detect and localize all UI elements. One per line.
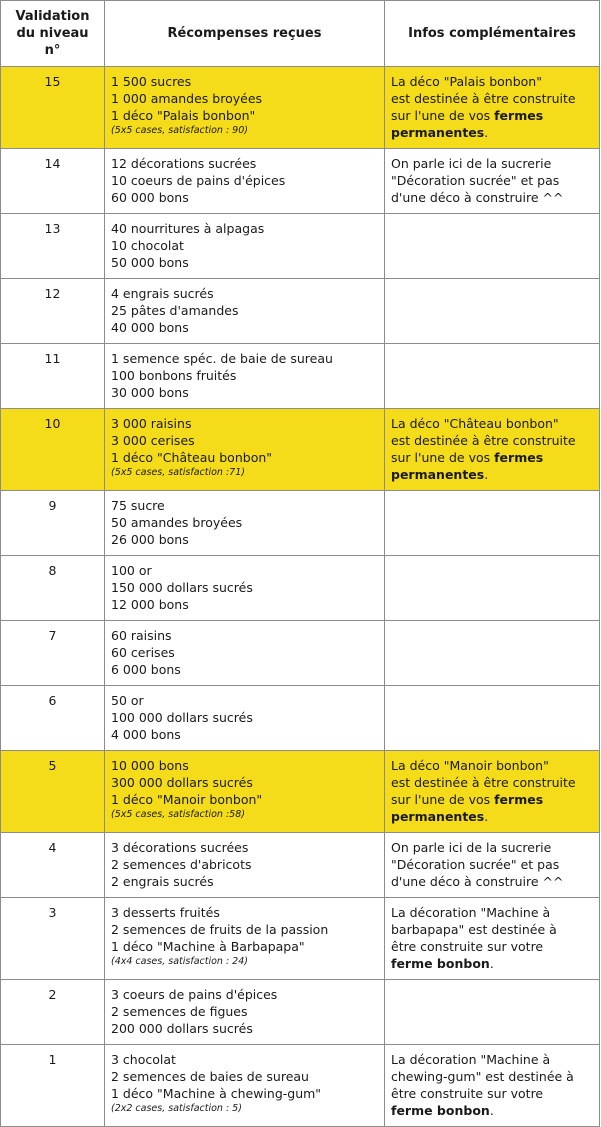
- reward-item: 4 engrais sucrés: [111, 286, 214, 301]
- info-line: [391, 774, 593, 791]
- reward-note: (5x5 cases, satisfaction :58): [111, 809, 245, 820]
- info-text: est destinée à être construite: [391, 433, 576, 448]
- level-cell: 2: [1, 980, 105, 1045]
- info-text: La décoration "Machine à: [391, 1052, 551, 1067]
- info-cell: [385, 833, 600, 898]
- rewards-cell: [105, 214, 385, 279]
- rewards-cell: [105, 149, 385, 214]
- reward-item: 1 déco "Manoir bonbon": [111, 792, 263, 807]
- info-line: [391, 839, 593, 856]
- info-cell: [385, 751, 600, 833]
- reward-item: 150 000 dollars sucrés: [111, 580, 253, 595]
- reward-item: 75 sucre: [111, 498, 165, 513]
- info-line: [391, 172, 593, 189]
- info-line: [391, 1085, 593, 1102]
- rewards-cell: [105, 621, 385, 686]
- rewards-cell: [105, 833, 385, 898]
- info-text: On parle ici de la sucrerie: [391, 840, 552, 855]
- header-rewards: Récompenses reçues: [105, 1, 385, 67]
- info-cell: [385, 980, 600, 1045]
- header-level-line: du niveau: [16, 26, 89, 41]
- info-bold-text: fermes: [494, 450, 544, 465]
- table-row: [1, 898, 600, 980]
- reward-note: (5x5 cases, satisfaction :71): [111, 467, 245, 478]
- info-text: chewing-gum" est destinée à: [391, 1069, 574, 1084]
- info-line: [391, 904, 593, 921]
- info-cell: [385, 491, 600, 556]
- reward-item: 40 000 bons: [111, 320, 189, 335]
- reward-item: 2 semences de figues: [111, 1004, 248, 1019]
- info-suffix: .: [484, 467, 489, 482]
- info-line: [391, 466, 593, 483]
- info-text: d'une déco à construire ^^: [391, 874, 564, 889]
- info-line: [391, 856, 593, 873]
- info-text: sur l'une de vos: [391, 450, 495, 465]
- table-row: [1, 980, 600, 1045]
- info-line: [391, 432, 593, 449]
- reward-item: 12 décorations sucrées: [111, 156, 257, 171]
- info-bold-text: ferme bonbon: [391, 1103, 490, 1118]
- reward-item: 100 000 dollars sucrés: [111, 710, 253, 725]
- reward-item: 25 pâtes d'amandes: [111, 303, 239, 318]
- info-line: [391, 1102, 593, 1119]
- reward-note: (2x2 cases, satisfaction : 5): [111, 1103, 242, 1114]
- reward-item: 100 bonbons fruités: [111, 368, 237, 383]
- info-text: être construite sur votre: [391, 939, 544, 954]
- info-line: [391, 921, 593, 938]
- info-line: [391, 155, 593, 172]
- info-line: [391, 1068, 593, 1085]
- info-text: La déco "Manoir bonbon": [391, 758, 549, 773]
- header-row: [1, 1, 600, 67]
- info-cell: [385, 214, 600, 279]
- info-cell: [385, 1045, 600, 1127]
- level-cell: 8: [1, 556, 105, 621]
- reward-item: 50 000 bons: [111, 255, 189, 270]
- info-line: [391, 808, 593, 825]
- table-row: [1, 833, 600, 898]
- reward-item: 60 raisins: [111, 628, 172, 643]
- rewards-cell: [105, 751, 385, 833]
- info-line: [391, 415, 593, 432]
- level-cell: 4: [1, 833, 105, 898]
- reward-item: 2 semences d'abricots: [111, 857, 252, 872]
- info-cell: [385, 898, 600, 980]
- info-text: sur l'une de vos: [391, 108, 495, 123]
- info-cell: [385, 556, 600, 621]
- reward-item: 300 000 dollars sucrés: [111, 775, 253, 790]
- level-cell: 15: [1, 67, 105, 149]
- reward-item: 100 or: [111, 563, 152, 578]
- table-row: [1, 149, 600, 214]
- rewards-cell: [105, 898, 385, 980]
- table-row: [1, 279, 600, 344]
- info-cell: [385, 344, 600, 409]
- reward-item: 10 coeurs de pains d'épices: [111, 173, 286, 188]
- reward-item: 60 000 bons: [111, 190, 189, 205]
- rewards-cell: [105, 556, 385, 621]
- info-suffix: .: [484, 125, 489, 140]
- level-cell: 10: [1, 409, 105, 491]
- header-level-line: n°: [44, 43, 61, 58]
- reward-note: (4x4 cases, satisfaction : 24): [111, 956, 248, 967]
- info-cell: [385, 621, 600, 686]
- table-row: [1, 344, 600, 409]
- reward-item: 30 000 bons: [111, 385, 189, 400]
- table-row: [1, 686, 600, 751]
- rewards-cell: [105, 279, 385, 344]
- info-suffix: .: [489, 1103, 494, 1118]
- table-row: [1, 67, 600, 149]
- reward-item: 2 semences de baies de sureau: [111, 1069, 309, 1084]
- info-line: [391, 73, 593, 90]
- info-text: La décoration "Machine à: [391, 905, 551, 920]
- table-row: [1, 214, 600, 279]
- info-bold-text: fermes: [494, 108, 544, 123]
- header-info: Infos complémentaires: [385, 1, 600, 67]
- reward-item: 12 000 bons: [111, 597, 189, 612]
- reward-item: 1 déco "Machine à Barbapapa": [111, 939, 305, 954]
- level-cell: 13: [1, 214, 105, 279]
- table-row: [1, 491, 600, 556]
- info-bold-text: fermes: [494, 792, 544, 807]
- info-line: [391, 449, 593, 466]
- table-row: [1, 751, 600, 833]
- info-cell: [385, 149, 600, 214]
- reward-item: 6 000 bons: [111, 662, 181, 677]
- reward-item: 1 semence spéc. de baie de sureau: [111, 351, 333, 366]
- info-cell: [385, 279, 600, 344]
- reward-item: 3 000 cerises: [111, 433, 195, 448]
- info-cell: [385, 67, 600, 149]
- info-bold-text: permanentes: [391, 125, 485, 140]
- reward-item: 200 000 dollars sucrés: [111, 1021, 253, 1036]
- reward-item: 2 engrais sucrés: [111, 874, 214, 889]
- reward-item: 3 chocolat: [111, 1052, 176, 1067]
- table-body: [1, 67, 600, 1127]
- reward-item: 10 chocolat: [111, 238, 184, 253]
- info-text: sur l'une de vos: [391, 792, 495, 807]
- rewards-cell: [105, 67, 385, 149]
- info-line: [391, 189, 593, 206]
- reward-item: 26 000 bons: [111, 532, 189, 547]
- reward-item: 3 desserts fruités: [111, 905, 220, 920]
- info-bold-text: permanentes: [391, 809, 485, 824]
- reward-item: 4 000 bons: [111, 727, 181, 742]
- reward-item: 3 coeurs de pains d'épices: [111, 987, 278, 1002]
- info-line: [391, 955, 593, 972]
- reward-item: 10 000 bons: [111, 758, 189, 773]
- info-text: La déco "Palais bonbon": [391, 74, 542, 89]
- reward-item: 60 cerises: [111, 645, 175, 660]
- info-text: La déco "Château bonbon": [391, 416, 559, 431]
- info-line: [391, 873, 593, 890]
- reward-item: 1 500 sucres: [111, 74, 192, 89]
- info-text: être construite sur votre: [391, 1086, 544, 1101]
- rewards-cell: [105, 491, 385, 556]
- reward-note: (5x5 cases, satisfaction : 90): [111, 125, 248, 136]
- info-line: [391, 107, 593, 124]
- table-row: [1, 409, 600, 491]
- reward-item: 50 amandes broyées: [111, 515, 243, 530]
- info-bold-text: ferme bonbon: [391, 956, 490, 971]
- level-cell: 7: [1, 621, 105, 686]
- table-row: [1, 621, 600, 686]
- info-line: [391, 1051, 593, 1068]
- info-line: [391, 124, 593, 141]
- info-text: "Décoration sucrée" et pas: [391, 173, 560, 188]
- table-row: [1, 556, 600, 621]
- info-line: [391, 90, 593, 107]
- level-cell: 1: [1, 1045, 105, 1127]
- info-text: barbapapa" est destinée à: [391, 922, 557, 937]
- info-text: est destinée à être construite: [391, 775, 576, 790]
- rewards-cell: [105, 1045, 385, 1127]
- level-cell: 3: [1, 898, 105, 980]
- info-cell: [385, 686, 600, 751]
- reward-item: 1 déco "Palais bonbon": [111, 108, 256, 123]
- level-cell: 6: [1, 686, 105, 751]
- rewards-cell: [105, 980, 385, 1045]
- level-cell: 5: [1, 751, 105, 833]
- info-line: [391, 791, 593, 808]
- rewards-cell: [105, 409, 385, 491]
- level-cell: 11: [1, 344, 105, 409]
- reward-item: 3 décorations sucrées: [111, 840, 249, 855]
- reward-item: 1 déco "Machine à chewing-gum": [111, 1086, 322, 1101]
- info-line: [391, 757, 593, 774]
- table-row: [1, 1045, 600, 1127]
- reward-item: 2 semences de fruits de la passion: [111, 922, 329, 937]
- level-cell: 9: [1, 491, 105, 556]
- info-suffix: .: [484, 809, 489, 824]
- level-cell: 14: [1, 149, 105, 214]
- reward-item: 1 000 amandes broyées: [111, 91, 263, 106]
- reward-item: 40 nourritures à alpagas: [111, 221, 265, 236]
- info-line: [391, 938, 593, 955]
- reward-item: 3 000 raisins: [111, 416, 192, 431]
- info-text: "Décoration sucrée" et pas: [391, 857, 560, 872]
- level-cell: 12: [1, 279, 105, 344]
- header-level: [1, 1, 105, 67]
- info-text: On parle ici de la sucrerie: [391, 156, 552, 171]
- info-bold-text: permanentes: [391, 467, 485, 482]
- info-cell: [385, 409, 600, 491]
- reward-item: 1 déco "Château bonbon": [111, 450, 273, 465]
- rewards-cell: [105, 344, 385, 409]
- header-level-line: Validation: [15, 9, 90, 24]
- reward-item: 50 or: [111, 693, 144, 708]
- info-suffix: .: [489, 956, 494, 971]
- rewards-cell: [105, 686, 385, 751]
- info-text: d'une déco à construire ^^: [391, 190, 564, 205]
- info-text: est destinée à être construite: [391, 91, 576, 106]
